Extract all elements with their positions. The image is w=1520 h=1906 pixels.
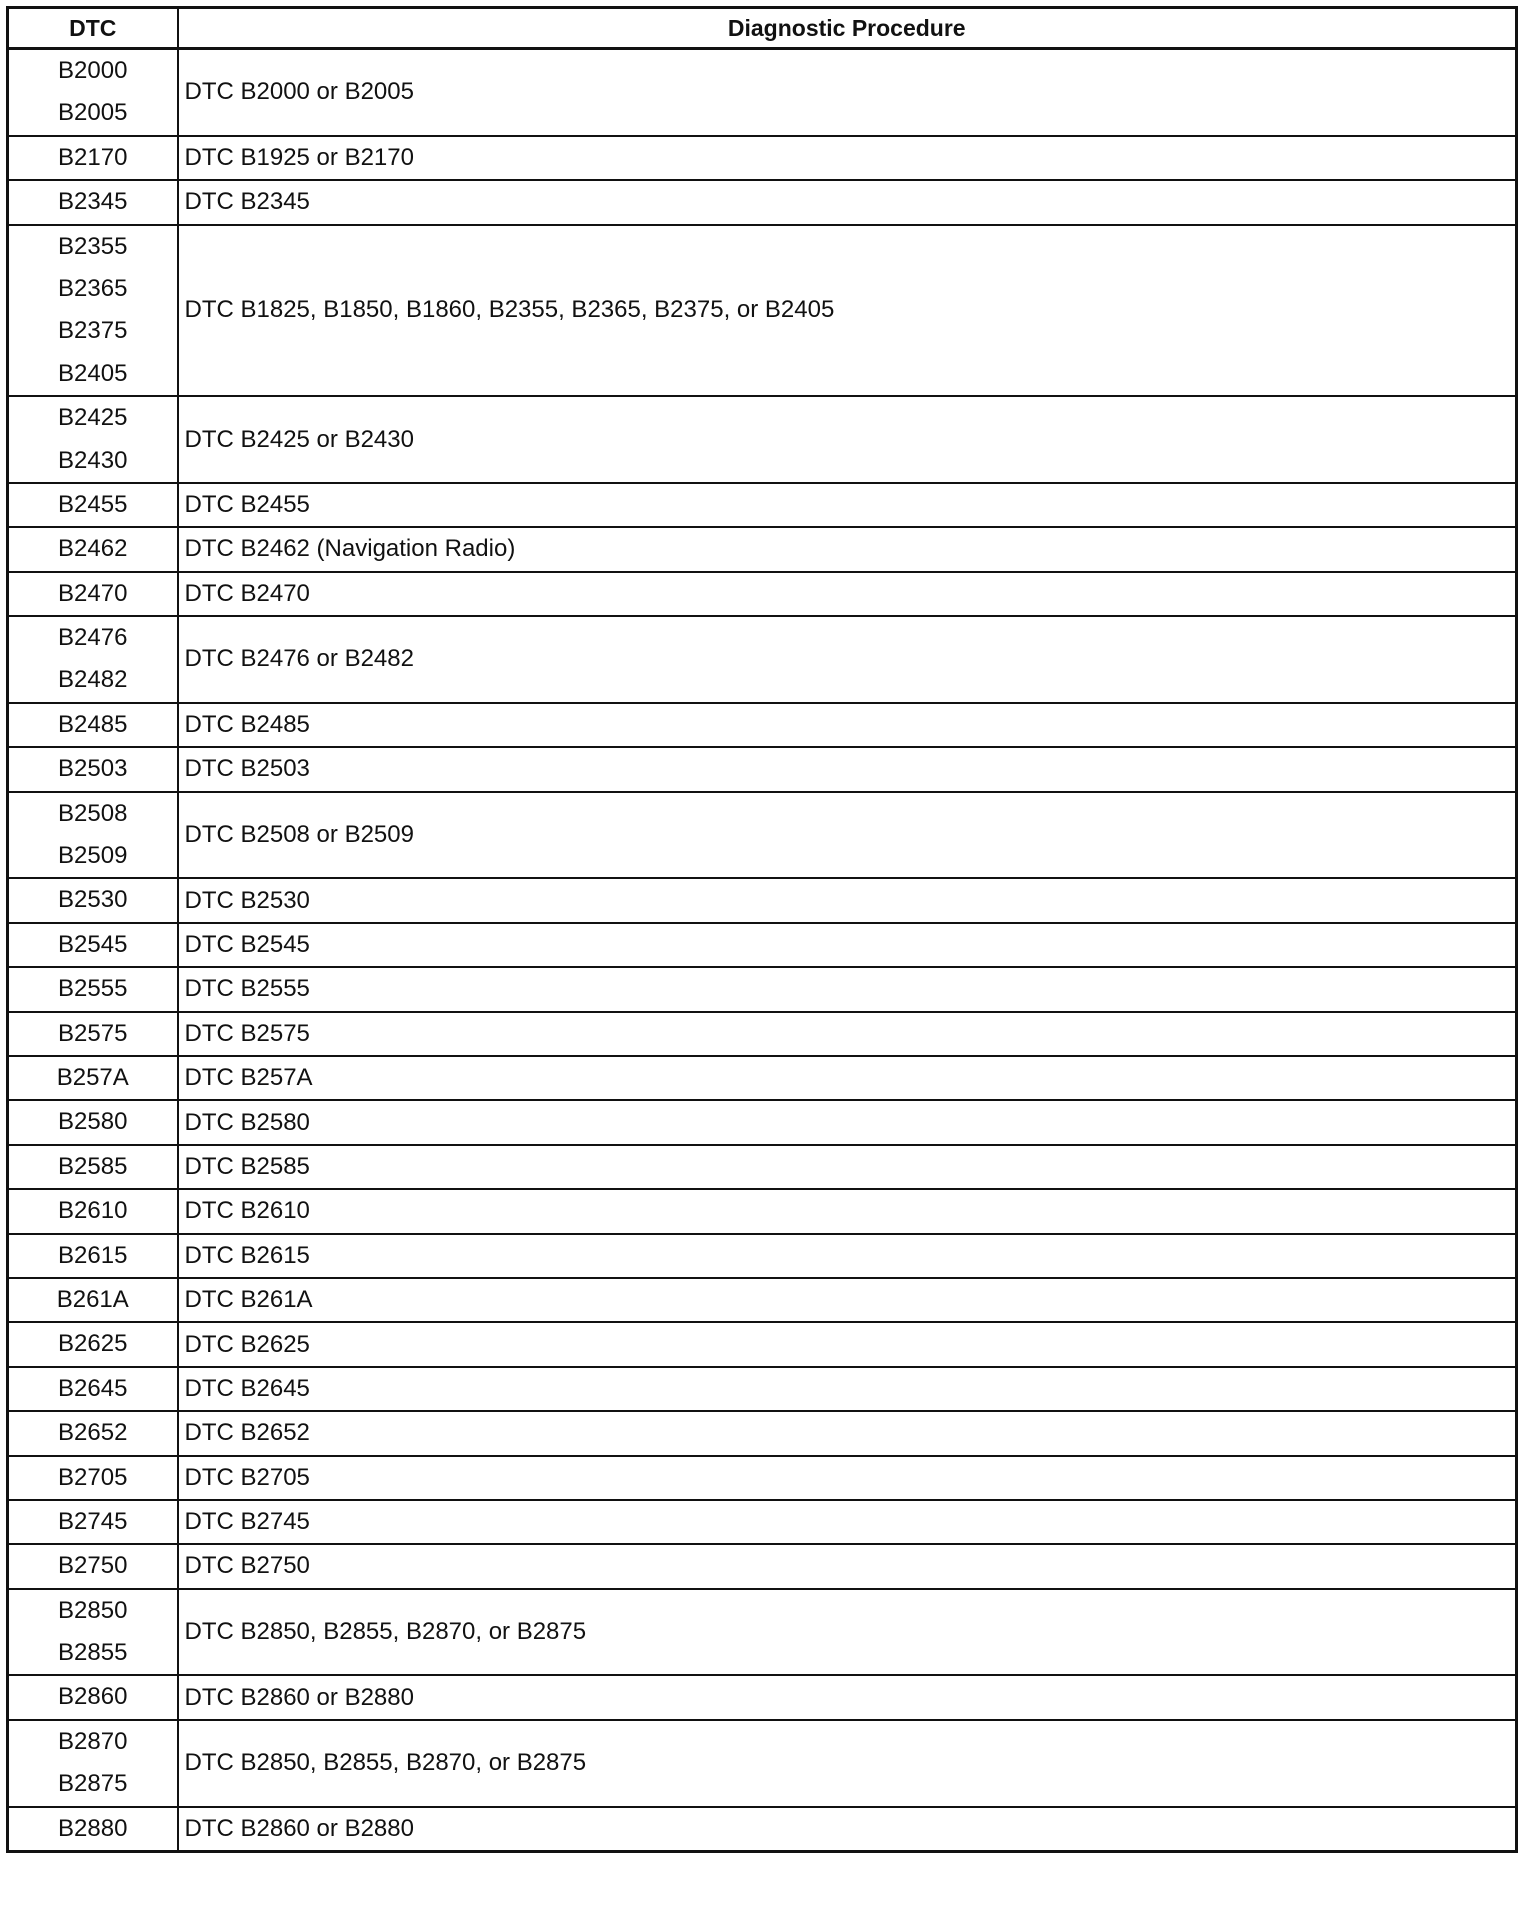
dtc-code-cell [8, 1675, 178, 1719]
table-row [8, 483, 1517, 527]
diagnostic-procedure-text: DTC B2580 [184, 1108, 310, 1136]
dtc-code-cell [8, 572, 178, 616]
table-row [8, 1807, 1517, 1852]
diagnostic-procedure-text: DTC B2850, B2855, B2870, or B2875 [184, 1749, 587, 1777]
dtc-code-cell [8, 616, 178, 703]
dtc-code: B2645 [58, 1374, 128, 1402]
diagnostic-procedure-text: DTC B2485 [184, 711, 310, 739]
diagnostic-procedure-text: DTC B2575 [184, 1019, 310, 1047]
diagnostic-procedure-text: DTC B2508 or B2509 [184, 821, 414, 849]
dtc-code: B261A [56, 1285, 129, 1313]
dtc-code: B2355 [58, 232, 128, 260]
diagnostic-procedure-cell [178, 1675, 1517, 1719]
dtc-code: B2508 [58, 799, 128, 827]
diagnostic-procedure-cell [178, 1145, 1517, 1189]
diagnostic-procedure-text: DTC B2745 [184, 1508, 310, 1536]
table-row [8, 180, 1517, 224]
diagnostic-procedure-cell [178, 1278, 1517, 1322]
diagnostic-procedure-cell [178, 396, 1517, 483]
diagnostic-procedure-text: DTC B2615 [184, 1241, 310, 1269]
dtc-code-cell [8, 923, 178, 967]
table-row [8, 1278, 1517, 1322]
diagnostic-procedure-cell [178, 1500, 1517, 1544]
diagnostic-procedure-text: DTC B2610 [184, 1197, 310, 1225]
diagnostic-procedure-cell [178, 1012, 1517, 1056]
diagnostic-procedure-text: DTC B2462 (Navigation Radio) [184, 535, 516, 563]
dtc-code: B2652 [58, 1419, 128, 1447]
table-row [8, 1145, 1517, 1189]
diagnostic-procedure-cell [178, 1720, 1517, 1807]
table-row [8, 923, 1517, 967]
dtc-procedure-table [6, 6, 1518, 1853]
diagnostic-procedure-cell [178, 136, 1517, 180]
dtc-code-cell [8, 1145, 178, 1189]
diagnostic-procedure-cell [178, 1189, 1517, 1233]
diagnostic-procedure-cell [178, 1589, 1517, 1676]
table-row [8, 1056, 1517, 1100]
dtc-code: B2555 [58, 975, 128, 1003]
dtc-code-cell [8, 136, 178, 180]
dtc-code: B2503 [58, 755, 128, 783]
dtc-code: B2860 [58, 1683, 128, 1711]
table-row [8, 1189, 1517, 1233]
diagnostic-procedure-cell [178, 878, 1517, 922]
header-dtc: DTC [8, 8, 178, 49]
diagnostic-procedure-text: DTC B2503 [184, 755, 310, 783]
table-row [8, 1012, 1517, 1056]
dtc-code: B2615 [58, 1241, 128, 1269]
dtc-code-cell [8, 967, 178, 1011]
table-row [8, 1367, 1517, 1411]
diagnostic-procedure-text: DTC B257A [184, 1064, 313, 1092]
diagnostic-procedure-cell [178, 923, 1517, 967]
table-row [8, 1322, 1517, 1366]
dtc-code: B2170 [58, 143, 128, 171]
diagnostic-procedure-text: DTC B2750 [184, 1552, 310, 1580]
diagnostic-procedure-text: DTC B2345 [184, 188, 310, 216]
table-row [8, 49, 1517, 136]
dtc-code-cell [8, 1456, 178, 1500]
dtc-code: B2585 [58, 1152, 128, 1180]
dtc-code: B2870 [58, 1727, 128, 1755]
diagnostic-procedure-text: DTC B2476 or B2482 [184, 645, 414, 673]
diagnostic-procedure-text: DTC B2545 [184, 931, 310, 958]
dtc-code-cell [8, 1589, 178, 1676]
dtc-code: B2470 [58, 579, 128, 607]
dtc-code: B2880 [58, 1814, 128, 1842]
dtc-code-cell [8, 1807, 178, 1852]
dtc-code-cell [8, 1544, 178, 1588]
table-row [8, 1500, 1517, 1544]
dtc-code-cell [8, 792, 178, 879]
diagnostic-procedure-cell [178, 1807, 1517, 1852]
dtc-code: B2482 [58, 666, 128, 694]
dtc-code: B257A [56, 1063, 129, 1091]
diagnostic-procedure-text: DTC B2555 [184, 975, 310, 1003]
diagnostic-procedure-text: DTC B2470 [184, 579, 310, 607]
table-row [8, 527, 1517, 571]
dtc-code-cell [8, 1411, 178, 1455]
diagnostic-procedure-text: DTC B2000 or B2005 [184, 78, 414, 106]
dtc-code-cell [8, 1100, 178, 1144]
table-row [8, 396, 1517, 483]
diagnostic-procedure-text: DTC B2530 [184, 886, 310, 914]
dtc-code: B2345 [58, 188, 128, 216]
diagnostic-procedure-text: DTC B2645 [184, 1374, 310, 1402]
dtc-code-cell [8, 1056, 178, 1100]
dtc-code: B2545 [58, 930, 128, 958]
diagnostic-procedure-cell [178, 1411, 1517, 1455]
dtc-code-cell [8, 49, 178, 136]
diagnostic-procedure-text: DTC B2652 [184, 1419, 310, 1447]
dtc-code-cell [8, 1189, 178, 1233]
table-row [8, 225, 1517, 397]
table-row [8, 1589, 1517, 1676]
dtc-code: B2000 [58, 57, 128, 84]
diagnostic-procedure-text: DTC B2860 or B2880 [184, 1814, 414, 1842]
diagnostic-procedure-cell [178, 1100, 1517, 1144]
dtc-code-cell [8, 180, 178, 224]
dtc-code: B2875 [58, 1770, 128, 1798]
diagnostic-procedure-cell [178, 1544, 1517, 1588]
dtc-code-cell [8, 1278, 178, 1322]
dtc-code: B2745 [58, 1507, 128, 1535]
table-row [8, 616, 1517, 703]
dtc-code: B2855 [58, 1639, 128, 1667]
diagnostic-procedure-cell [178, 703, 1517, 747]
diagnostic-procedure-text: DTC B1925 or B2170 [184, 143, 414, 171]
dtc-code: B2430 [58, 446, 128, 474]
table-row [8, 1411, 1517, 1455]
dtc-code-cell [8, 878, 178, 922]
table-row [8, 1720, 1517, 1807]
table-row [8, 967, 1517, 1011]
dtc-code: B2705 [58, 1463, 128, 1491]
diagnostic-procedure-cell [178, 572, 1517, 616]
dtc-code: B2575 [58, 1019, 128, 1047]
dtc-code-cell [8, 225, 178, 397]
table-row [8, 747, 1517, 791]
diagnostic-procedure-cell [178, 1056, 1517, 1100]
diagnostic-procedure-cell [178, 527, 1517, 571]
dtc-code-cell [8, 483, 178, 527]
table-row [8, 1544, 1517, 1588]
table-row [8, 1675, 1517, 1719]
dtc-code: B2509 [58, 842, 128, 870]
dtc-code: B2580 [58, 1108, 128, 1136]
dtc-code: B2462 [58, 535, 128, 563]
dtc-code: B2850 [58, 1596, 128, 1624]
diagnostic-procedure-text: DTC B2850, B2855, B2870, or B2875 [184, 1618, 587, 1646]
dtc-code: B2365 [58, 274, 128, 302]
dtc-code: B2485 [58, 710, 128, 738]
diagnostic-procedure-cell [178, 483, 1517, 527]
diagnostic-procedure-cell [178, 792, 1517, 879]
table-row [8, 1456, 1517, 1500]
table-body [8, 49, 1517, 1852]
header-diagnostic-procedure: Diagnostic Procedure [178, 8, 1517, 49]
diagnostic-procedure-cell [178, 616, 1517, 703]
diagnostic-procedure-cell [178, 1456, 1517, 1500]
dtc-code-cell [8, 1720, 178, 1807]
dtc-code: B2750 [58, 1552, 128, 1580]
dtc-code: B2375 [58, 317, 128, 345]
diagnostic-procedure-cell [178, 1367, 1517, 1411]
diagnostic-procedure-text: DTC B2860 or B2880 [184, 1683, 414, 1711]
table-row [8, 703, 1517, 747]
dtc-code: B2610 [58, 1197, 128, 1225]
dtc-code: B2530 [58, 886, 128, 914]
dtc-code: B2005 [58, 99, 128, 127]
diagnostic-procedure-cell [178, 1234, 1517, 1278]
diagnostic-procedure-cell [178, 1322, 1517, 1366]
table-row [8, 878, 1517, 922]
table-row [8, 792, 1517, 879]
dtc-code-cell [8, 527, 178, 571]
diagnostic-procedure-cell [178, 967, 1517, 1011]
diagnostic-procedure-cell [178, 180, 1517, 224]
dtc-code-cell [8, 1367, 178, 1411]
dtc-code-cell [8, 1012, 178, 1056]
table-row [8, 572, 1517, 616]
diagnostic-procedure-text: DTC B2425 or B2430 [184, 425, 414, 453]
dtc-code: B2405 [58, 359, 128, 387]
document-page [6, 6, 1515, 1853]
table-row [8, 136, 1517, 180]
dtc-code: B2476 [58, 624, 128, 652]
diagnostic-procedure-text: DTC B2585 [184, 1152, 310, 1180]
diagnostic-procedure-cell [178, 49, 1517, 136]
dtc-code-cell [8, 396, 178, 483]
dtc-code-cell [8, 1322, 178, 1366]
diagnostic-procedure-cell [178, 747, 1517, 791]
dtc-code: B2625 [58, 1330, 128, 1358]
diagnostic-procedure-text: DTC B261A [184, 1286, 313, 1314]
dtc-code: B2455 [58, 490, 128, 518]
table-row [8, 1234, 1517, 1278]
diagnostic-procedure-cell [178, 225, 1517, 397]
table-header-row [8, 8, 1517, 49]
table-row [8, 1100, 1517, 1144]
dtc-code: B2425 [58, 404, 128, 432]
dtc-code-cell [8, 703, 178, 747]
diagnostic-procedure-text: DTC B1825, B1850, B1860, B2355, B2365, B2375, or B2405 [184, 296, 835, 324]
diagnostic-procedure-text: DTC B2625 [184, 1330, 310, 1358]
diagnostic-procedure-text: DTC B2455 [184, 491, 310, 519]
diagnostic-procedure-text: DTC B2705 [184, 1463, 310, 1491]
dtc-code-cell [8, 1500, 178, 1544]
dtc-code-cell [8, 1234, 178, 1278]
dtc-code-cell [8, 747, 178, 791]
